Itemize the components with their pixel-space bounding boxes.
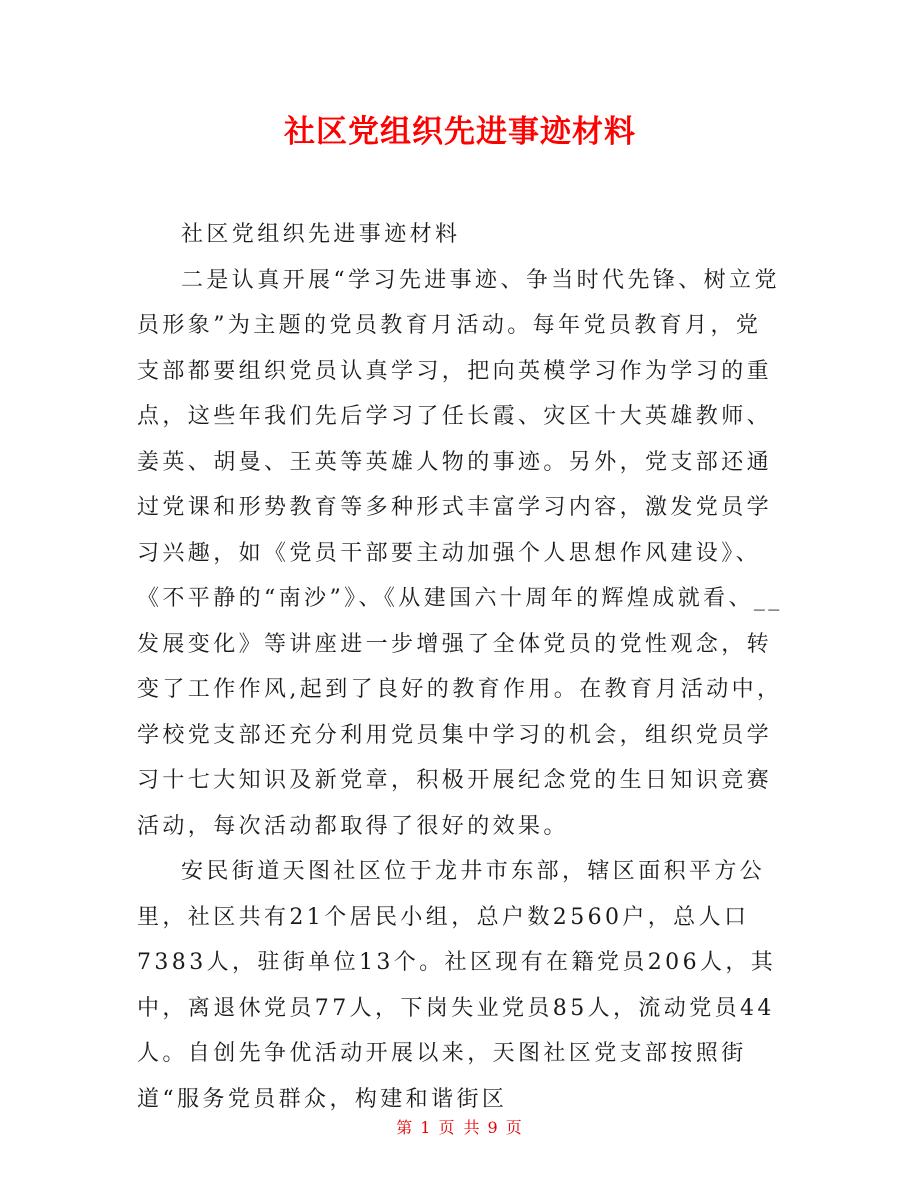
- page-footer: [0, 1115, 920, 1138]
- footer-prefix: 第: [396, 1118, 415, 1137]
- footer-suffix: 页: [505, 1118, 524, 1137]
- footer-total-pages: 9: [487, 1118, 500, 1137]
- footer-middle: 页 共: [438, 1118, 482, 1137]
- paragraph-community-profile: 安民街道天图社区位于龙井市东部，辖区面积平方公里，社区共有21个居民小组，总户数2560户，总人口7383人，驻街单位13个。社区现有在籍党员206人，其中，离退休党员77人，下岗失业党员85人，流动党员44人。自创先争优活动开展以来，天图社区党支部按照街道“服务党员群众，构建和谐街区: [137, 859, 777, 1112]
- document-body: [137, 212, 785, 1122]
- body-heading: 社区党组织先进事迹材料: [181, 222, 461, 247]
- paragraph-education-month: 二是认真开展“学习先进事迹、争当时代先锋、树立党员形象”为主题的党员教育月活动。每年党员教育月，党支部都要组织党员认真学习，把向英模学习作为学习的重点，这些年我们先后学习了任长霞、灾区十大英雄教师、姜英、胡曼、王英等英雄人物的事迹。另外，党支部还通过党课和形势教育等多种形式丰富学习内容，激发党员学习兴趣，如《党员干部要主动加强个人思想作风建设》、《不平静的“南沙”》、《从建国六十周年的辉煌成就看、__发展变化》等讲座进一步增强了全体党员的党性观念，转变了工作作风,起到了良好的教育作用。在教育月活动中，学校党支部还充分利用党员集中学习的机会，组织党员学习十七大知识及新党章，积极开展纪念党的生日知识竞赛活动，每次活动都取得了很好的效果。: [137, 267, 783, 839]
- footer-current-page: 1: [420, 1118, 433, 1137]
- document-title: 社区党组织先进事迹材料: [284, 114, 636, 150]
